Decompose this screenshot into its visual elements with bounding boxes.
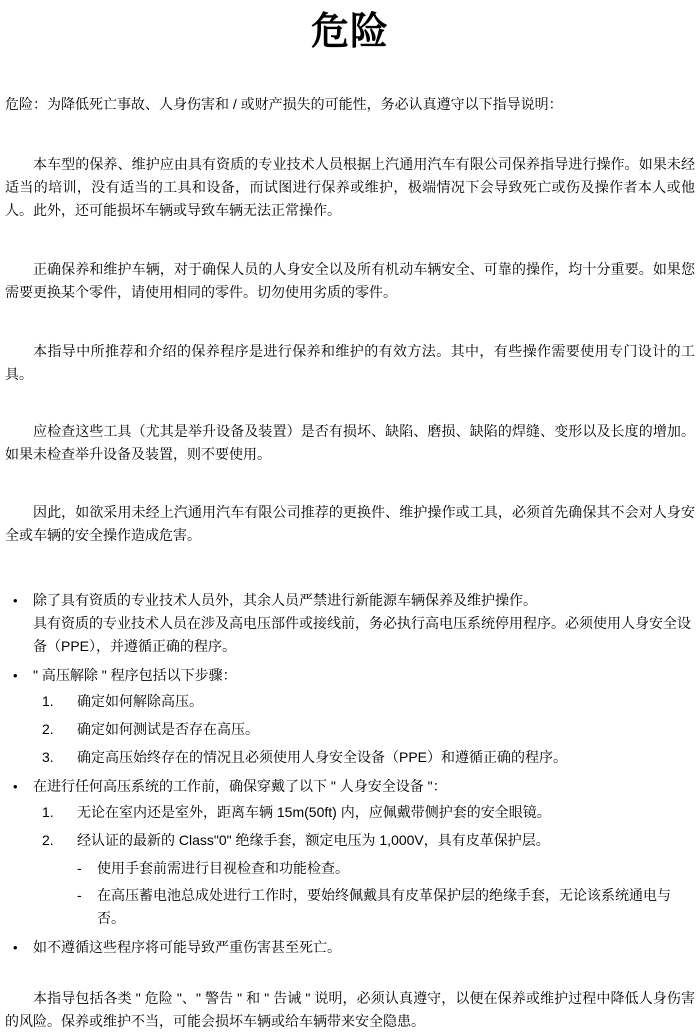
bullet-line: 如不遵循这些程序将可能导致严重伤害甚至死亡。	[33, 939, 341, 955]
page-title: 危险	[310, 11, 389, 53]
bullet-icon: •	[13, 593, 18, 608]
numbered-item-hv-always-present	[5, 746, 695, 769]
paragraph-maintenance-qualified: 本车型的保养、维护应由具有资质的专业技术人员根据上汽通用汽车有限公司保养指导进行操作。如果未经适当的培训，没有适当的工具和设备，而试图进行保养或维护，极端情况下会导致死亡或伤及操作者本人或他人。此外，还可能损坏车辆或导致车辆无法正常操作。	[5, 156, 695, 218]
dash-icon: -	[77, 860, 82, 876]
paragraph-non-recommended-parts: 因此，如欲采用未经上汽通用汽车有限公司推荐的更换件、维护操作或工具，必须首先确保其不会对人身安全或车辆的安全操作造成危害。	[5, 504, 695, 543]
numbered-text: 确定高压始终存在的情况且必须使用人身安全设备（PPE）和遵循正确的程序。	[77, 749, 568, 765]
numbered-text: 经认证的最新的 Class"0" 绝缘手套，额定电压为 1,000V，具有皮革保护层。	[77, 832, 550, 848]
intro-paragraph: 危险：为降低死亡事故、人身伤害和 / 或财产损失的可能性，务必认真遵守以下指导说明：	[5, 96, 563, 112]
numbered-item-determine-test	[5, 718, 695, 741]
bullet-item-ppe-before-work	[5, 775, 695, 798]
numbered-text: 无论在室内还是室外，距离车辆 15m(50ft) 内，应佩戴带侧护套的安全眼镜。	[77, 804, 551, 820]
closing-paragraph: 本指导包括各类 " 危险 "、" 警告 " 和 " 告诫 " 说明，必须认真遵守，以便在保养或维护过程中降低人身伤害的风险。保养或维护不当，可能会损坏车辆或给车辆带来安全隐患。	[5, 990, 695, 1029]
item-number: 1.	[42, 693, 54, 709]
dash-text: 在高压蓄电池总成处进行工作时，要始终佩戴具有皮革保护层的绝缘手套，无论该系统通电与否。	[97, 887, 671, 926]
bullet-icon: •	[13, 940, 18, 955]
bullet-line: 具有资质的专业技术人员在涉及高电压部件或接线前，务必执行高电压系统停用程序。必须使用人身安全设备（PPE），并遵循正确的程序。	[33, 615, 691, 654]
paragraph-correct-maintenance: 正确保养和维护车辆，对于确保人员的人身安全以及所有机动车辆安全、可靠的操作，均十分重要。如果您需要更换某个零件，请使用相同的零件。切勿使用劣质的零件。	[5, 261, 695, 300]
bullet-line: 除了具有资质的专业技术人员外，其余人员严禁进行新能源车辆保养及维护操作。	[33, 592, 537, 608]
paragraph-recommended-procedures: 本指导中所推荐和介绍的保养程序是进行保养和维护的有效方法。其中，有些操作需要使用专门设计的工具。	[5, 343, 695, 382]
item-number: 2.	[42, 721, 54, 737]
item-number: 1.	[42, 804, 54, 820]
bullet-line: " 高压解除 " 程序包括以下步骤：	[33, 667, 237, 683]
bullet-item-failure-warning	[5, 936, 695, 959]
bullet-item-qualified-personnel	[5, 589, 695, 658]
numbered-text: 确定如何解除高压。	[77, 693, 203, 709]
dash-item-glove-inspection	[5, 857, 695, 880]
bullet-item-hv-disable-procedure	[5, 664, 695, 687]
bullet-line: 在进行任何高压系统的工作前，确保穿戴了以下 " 人身安全设备 "：	[33, 778, 447, 794]
numbered-item-insulating-gloves	[5, 829, 695, 852]
document-page	[0, 8, 700, 1029]
dash-item-battery-work-gloves	[5, 884, 695, 930]
numbered-item-safety-glasses	[5, 801, 695, 824]
numbered-text: 确定如何测试是否存在高压。	[77, 721, 259, 737]
dash-icon: -	[77, 887, 82, 903]
bullet-icon: •	[13, 668, 18, 683]
item-number: 2.	[42, 832, 54, 848]
bullet-icon: •	[13, 779, 18, 794]
numbered-item-determine-disable	[5, 690, 695, 713]
dash-text: 使用手套前需进行目视检查和功能检查。	[97, 860, 349, 876]
item-number: 3.	[42, 749, 54, 765]
safety-bullet-list	[5, 589, 695, 959]
paragraph-tool-inspection: 应检查这些工具（尤其是举升设备及装置）是否有损坏、缺陷、磨损、缺陷的焊缝、变形以及长度的增加。如果未检查举升设备及装置，则不要使用。	[5, 423, 695, 462]
